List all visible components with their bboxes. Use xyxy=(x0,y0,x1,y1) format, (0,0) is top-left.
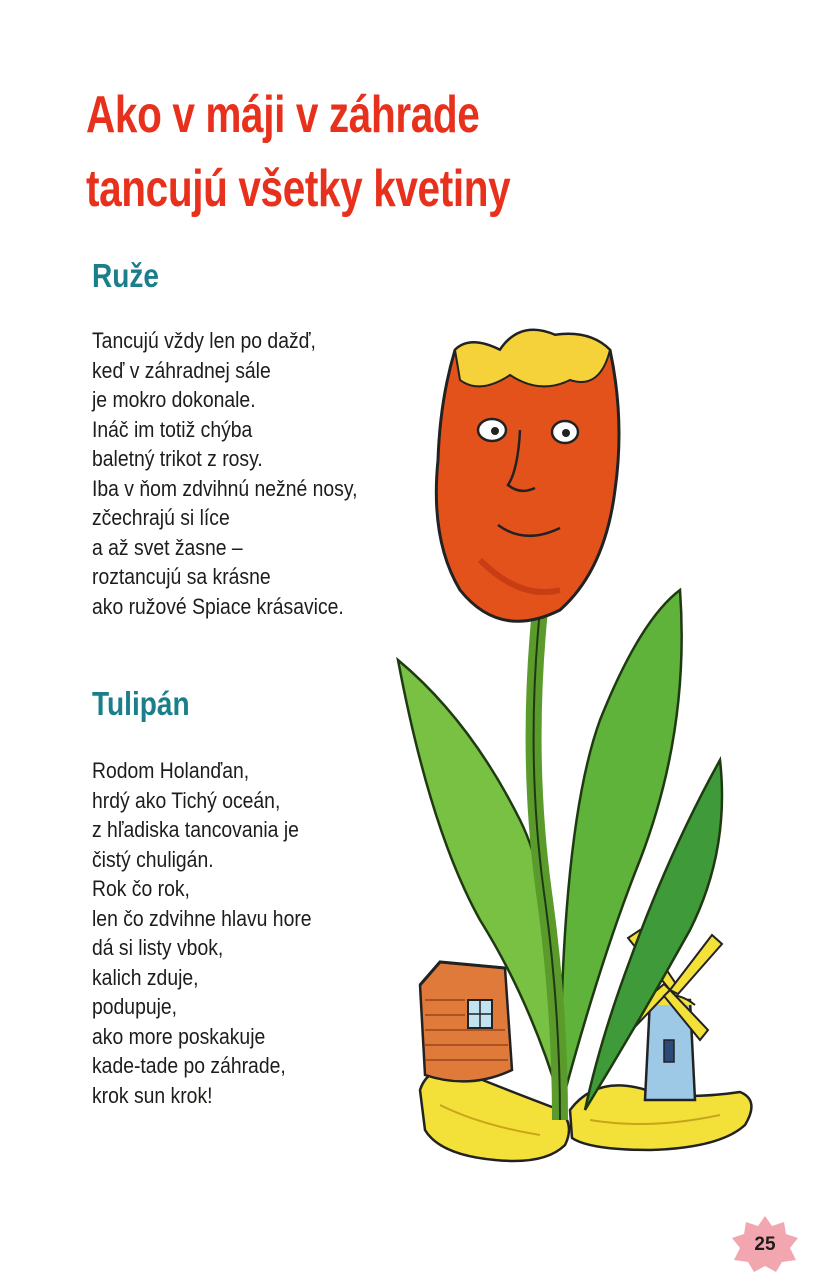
poem-line: baletný trikot z rosy. xyxy=(92,446,263,471)
poem-line: z hľadiska tancovania je xyxy=(92,817,299,842)
poem-line: čistý chuligán. xyxy=(92,846,214,872)
poem-line: roztancujú sa krásne xyxy=(92,564,271,589)
poem-line: ako more poskakuje xyxy=(92,1023,266,1049)
poem-line: podupuje, xyxy=(92,994,178,1019)
section-heading-tulipan: Tulipán xyxy=(92,685,190,722)
tulip-head xyxy=(436,330,619,621)
page-number: 25 xyxy=(754,1234,776,1255)
poem-line: kalich zduje, xyxy=(92,964,199,990)
section-heading-ruze: Ruže xyxy=(92,257,160,294)
poem-line: je mokro dokonale. xyxy=(92,387,256,412)
poem-line: Tancujú vždy len po dažď, xyxy=(92,328,316,353)
poem-line: keď v záhradnej sále xyxy=(92,357,271,383)
poem-line: len čo zdvihne hlavu hore xyxy=(92,905,312,931)
title-line-1: Ako v máji v záhrade xyxy=(86,86,480,144)
poem-line: Rodom Holanďan, xyxy=(92,758,250,783)
tulip-illustration xyxy=(380,300,800,1180)
title-line-2: tancujú všetky kvetiny xyxy=(86,160,511,218)
poem-line: a až svet žasne – xyxy=(92,534,243,560)
left-clog xyxy=(420,1070,569,1161)
poem-line: kade-tade po záhrade, xyxy=(92,1053,286,1078)
poem-tulipan xyxy=(92,756,312,1110)
poem-line: Rok čo rok, xyxy=(92,876,190,901)
brick-house xyxy=(420,962,512,1081)
poem-line: hrdý ako Tichý oceán, xyxy=(92,787,281,813)
poem-line: ako ružové Spiace krásavice. xyxy=(92,593,344,619)
poem-line: krok sun krok! xyxy=(92,1082,213,1108)
poem-line: dá si listy vbok, xyxy=(92,935,224,960)
poem-line: Iba v ňom zdvihnú nežné nosy, xyxy=(92,475,358,501)
poem-line: zčechrajú si líce xyxy=(92,505,230,530)
page-title xyxy=(86,78,523,226)
poem-line: Ináč im totiž chýba xyxy=(92,416,253,442)
poem-ruze xyxy=(92,326,357,621)
